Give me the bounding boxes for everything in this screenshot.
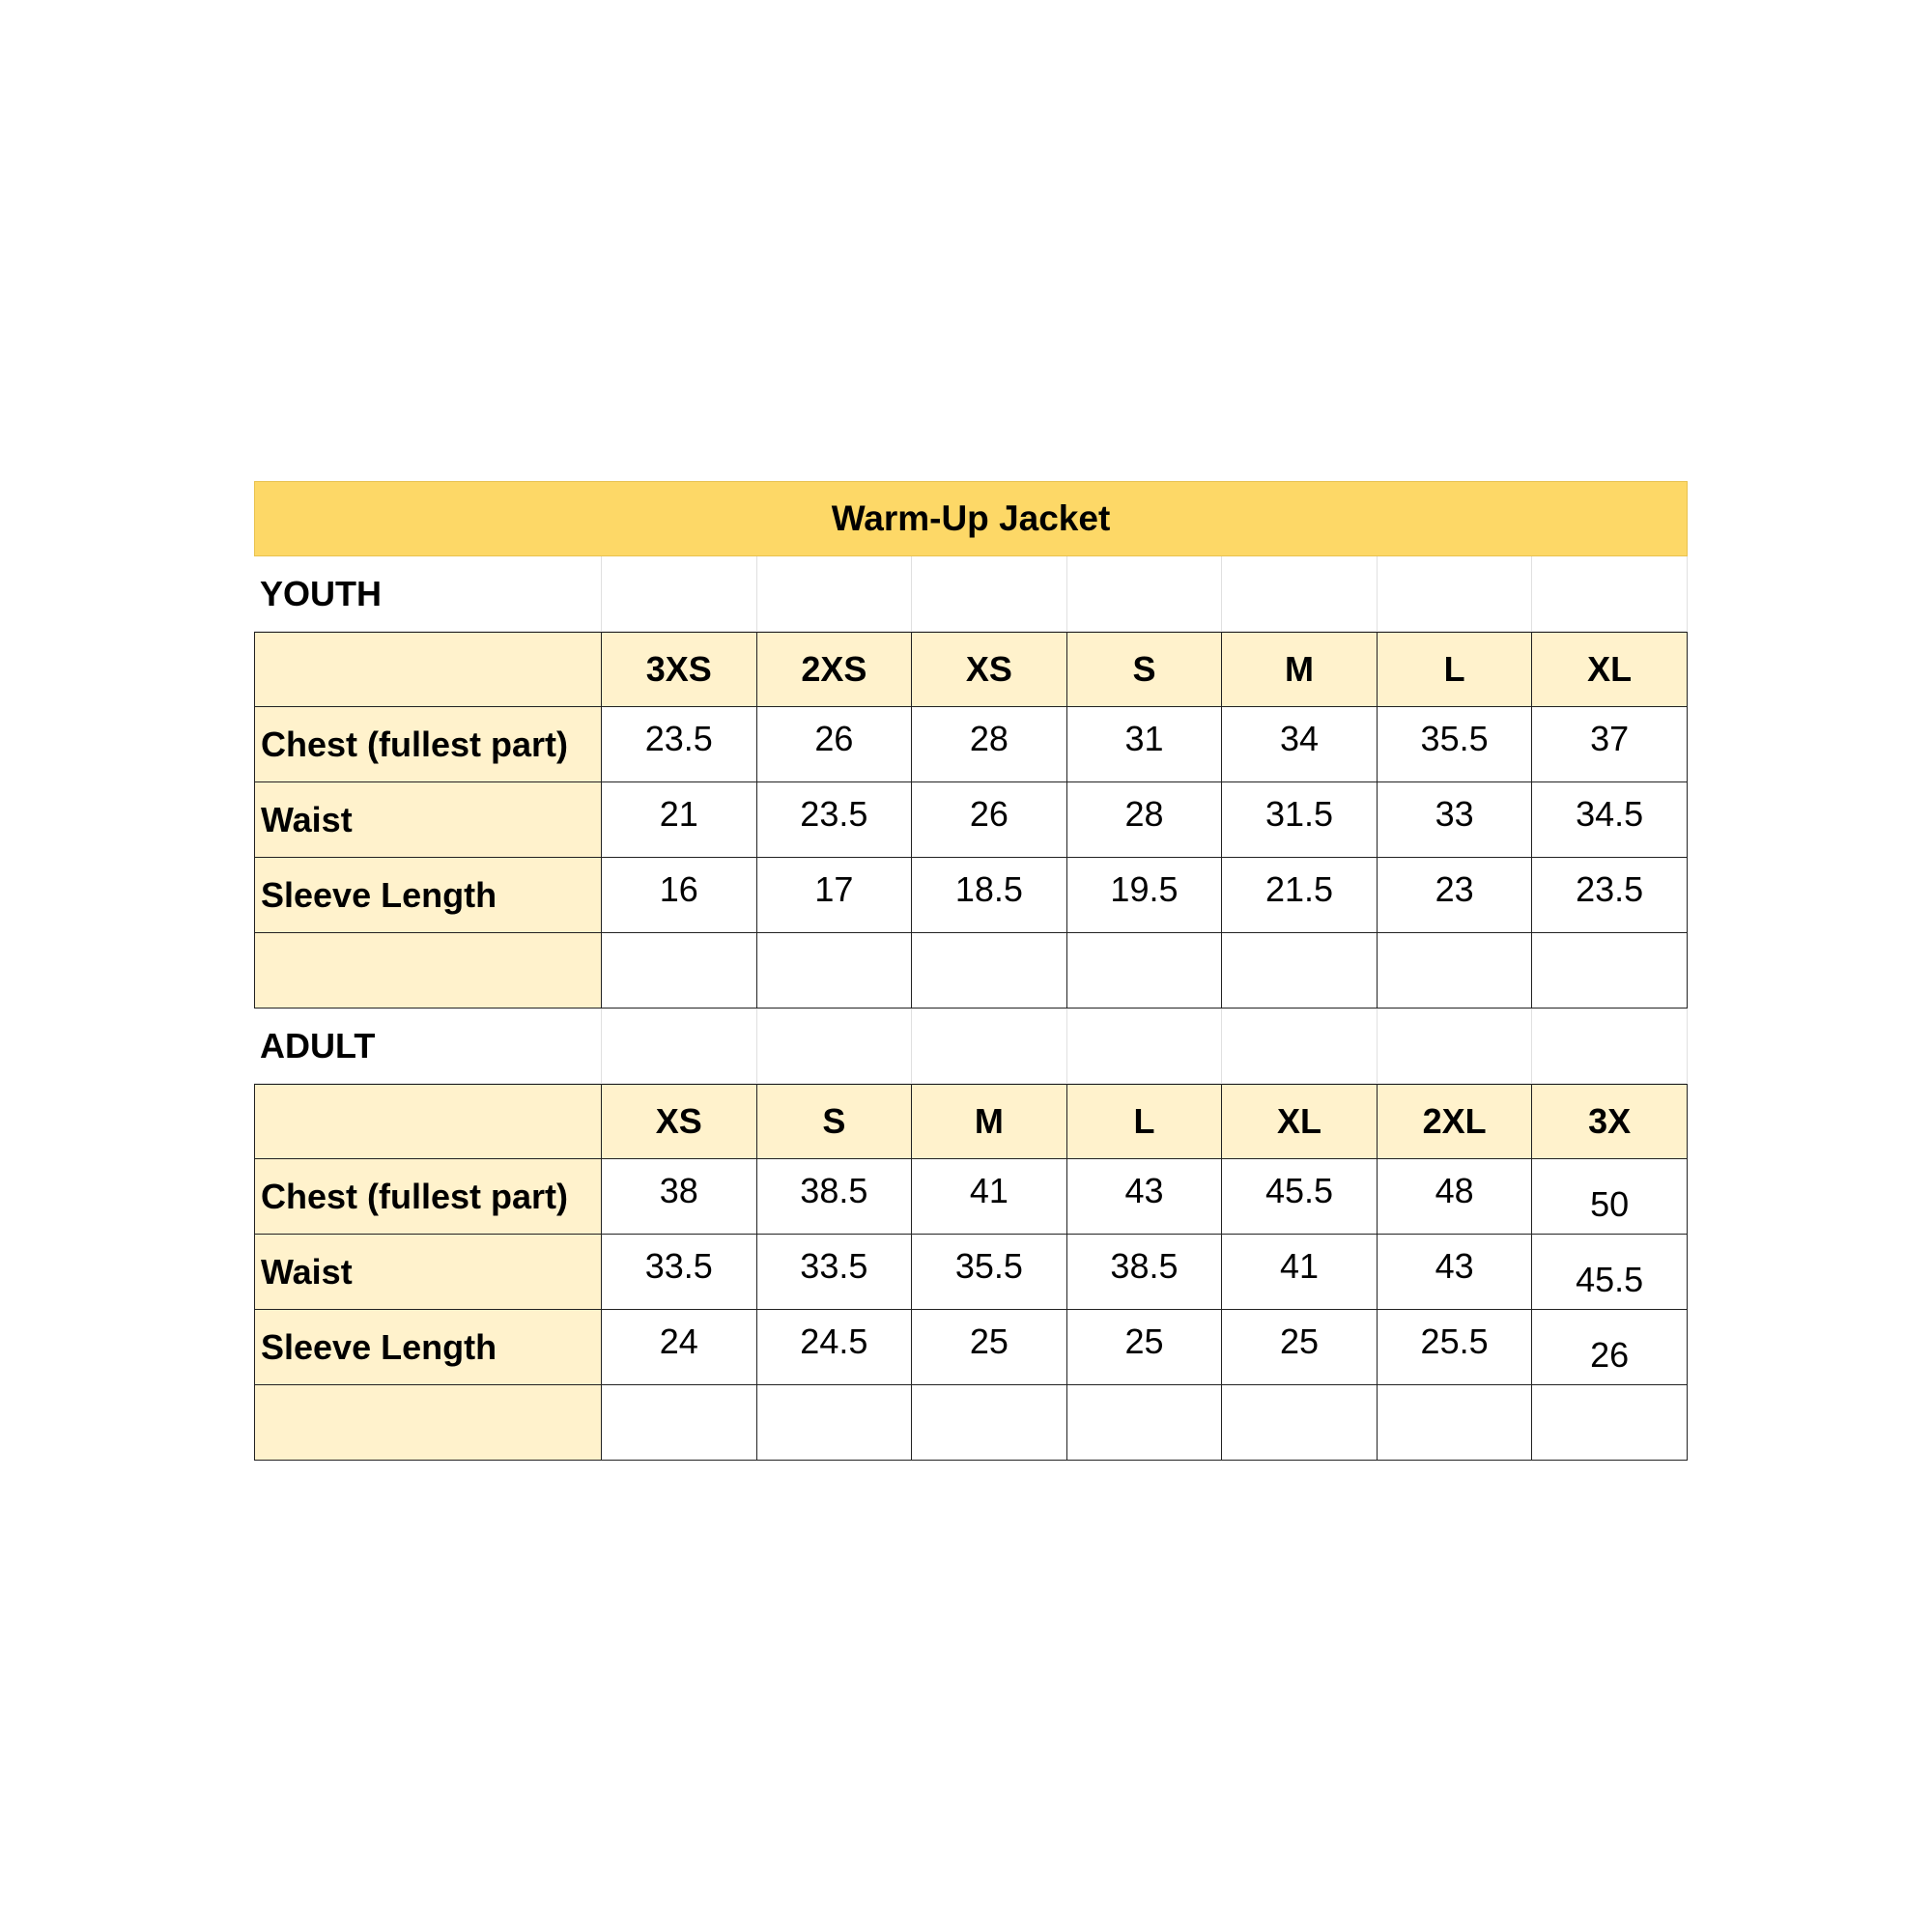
adult-section-label: ADULT xyxy=(254,1009,602,1084)
measurement-cell: 38.5 xyxy=(757,1159,913,1235)
youth-waist-row xyxy=(254,782,1688,858)
size-chart xyxy=(254,481,1688,1461)
measurement-cell: 48 xyxy=(1378,1159,1533,1235)
youth-chest-row xyxy=(254,707,1688,782)
empty-cell xyxy=(1532,933,1688,1009)
empty-cell xyxy=(757,1385,913,1461)
empty-cell xyxy=(1067,933,1223,1009)
adult-chest-row xyxy=(254,1159,1688,1235)
measurement-cell: 25 xyxy=(1222,1310,1378,1385)
youth-empty-row xyxy=(254,933,1688,1009)
header-corner-cell xyxy=(254,1084,602,1159)
youth-table xyxy=(254,632,1688,1009)
measurement-cell: 23.5 xyxy=(1532,858,1688,933)
measurement-cell: 26 xyxy=(1532,1310,1688,1385)
empty-cell xyxy=(1222,556,1378,632)
measurement-cell: 24 xyxy=(602,1310,757,1385)
youth-size-header: M xyxy=(1222,632,1378,707)
youth-size-header: 2XS xyxy=(757,632,913,707)
measurement-cell: 25 xyxy=(912,1310,1067,1385)
measurement-cell: 34 xyxy=(1222,707,1378,782)
youth-size-header-row xyxy=(254,632,1688,707)
youth-section-label: YOUTH xyxy=(254,556,602,632)
measurement-cell: 25.5 xyxy=(1378,1310,1533,1385)
empty-cell xyxy=(912,933,1067,1009)
empty-cell xyxy=(757,1009,913,1084)
measurement-cell: 26 xyxy=(757,707,913,782)
adult-size-header: XL xyxy=(1222,1084,1378,1159)
empty-label-cell xyxy=(254,933,602,1009)
row-label: Waist xyxy=(254,782,602,858)
empty-cell xyxy=(602,933,757,1009)
measurement-cell: 18.5 xyxy=(912,858,1067,933)
empty-cell xyxy=(1067,1009,1223,1084)
measurement-cell: 45.5 xyxy=(1532,1235,1688,1310)
empty-cell xyxy=(1067,556,1223,632)
empty-cell xyxy=(1222,1385,1378,1461)
youth-size-header: 3XS xyxy=(602,632,757,707)
chart-title: Warm-Up Jacket xyxy=(254,481,1688,556)
measurement-cell: 34.5 xyxy=(1532,782,1688,858)
measurement-cell: 23.5 xyxy=(757,782,913,858)
measurement-cell: 37 xyxy=(1532,707,1688,782)
measurement-cell: 16 xyxy=(602,858,757,933)
title-row xyxy=(254,481,1688,556)
empty-cell xyxy=(602,556,757,632)
youth-size-header: XS xyxy=(912,632,1067,707)
adult-waist-row xyxy=(254,1235,1688,1310)
measurement-cell: 23 xyxy=(1378,858,1533,933)
measurement-cell: 38 xyxy=(602,1159,757,1235)
adult-section-row xyxy=(254,1009,1688,1084)
empty-cell xyxy=(1532,1009,1688,1084)
measurement-cell: 17 xyxy=(757,858,913,933)
youth-size-header: L xyxy=(1378,632,1533,707)
empty-cell xyxy=(912,1009,1067,1084)
row-label: Waist xyxy=(254,1235,602,1310)
empty-cell xyxy=(757,933,913,1009)
adult-size-header-row xyxy=(254,1084,1688,1159)
measurement-cell: 35.5 xyxy=(912,1235,1067,1310)
measurement-cell: 21.5 xyxy=(1222,858,1378,933)
empty-cell xyxy=(602,1385,757,1461)
measurement-cell: 33.5 xyxy=(757,1235,913,1310)
measurement-cell: 31 xyxy=(1067,707,1223,782)
empty-cell xyxy=(1067,1385,1223,1461)
empty-cell xyxy=(1532,556,1688,632)
header-corner-cell xyxy=(254,632,602,707)
adult-size-header: M xyxy=(912,1084,1067,1159)
adult-sleeve-row xyxy=(254,1310,1688,1385)
adult-size-header: XS xyxy=(602,1084,757,1159)
empty-label-cell xyxy=(254,1385,602,1461)
measurement-cell: 41 xyxy=(1222,1235,1378,1310)
row-label: Sleeve Length xyxy=(254,858,602,933)
row-label: Chest (fullest part) xyxy=(254,1159,602,1235)
measurement-cell: 45.5 xyxy=(1222,1159,1378,1235)
adult-size-header: L xyxy=(1067,1084,1223,1159)
measurement-cell: 21 xyxy=(602,782,757,858)
measurement-cell: 24.5 xyxy=(757,1310,913,1385)
empty-cell xyxy=(912,556,1067,632)
empty-cell xyxy=(1378,1385,1533,1461)
adult-table xyxy=(254,1084,1688,1461)
youth-size-header: XL xyxy=(1532,632,1688,707)
measurement-cell: 25 xyxy=(1067,1310,1223,1385)
measurement-cell: 35.5 xyxy=(1378,707,1533,782)
empty-cell xyxy=(1222,933,1378,1009)
empty-cell xyxy=(912,1385,1067,1461)
empty-cell xyxy=(1532,1385,1688,1461)
measurement-cell: 33 xyxy=(1378,782,1533,858)
adult-size-header: 2XL xyxy=(1378,1084,1533,1159)
measurement-cell: 33.5 xyxy=(602,1235,757,1310)
measurement-cell: 31.5 xyxy=(1222,782,1378,858)
empty-cell xyxy=(1222,1009,1378,1084)
adult-size-header: S xyxy=(757,1084,913,1159)
measurement-cell: 50 xyxy=(1532,1159,1688,1235)
empty-cell xyxy=(1378,933,1533,1009)
measurement-cell: 41 xyxy=(912,1159,1067,1235)
measurement-cell: 28 xyxy=(1067,782,1223,858)
youth-sleeve-row xyxy=(254,858,1688,933)
row-label: Sleeve Length xyxy=(254,1310,602,1385)
youth-size-header: S xyxy=(1067,632,1223,707)
empty-cell xyxy=(1378,1009,1533,1084)
measurement-cell: 26 xyxy=(912,782,1067,858)
empty-cell xyxy=(757,556,913,632)
measurement-cell: 43 xyxy=(1067,1159,1223,1235)
adult-size-header: 3X xyxy=(1532,1084,1688,1159)
measurement-cell: 28 xyxy=(912,707,1067,782)
measurement-cell: 19.5 xyxy=(1067,858,1223,933)
measurement-cell: 23.5 xyxy=(602,707,757,782)
empty-cell xyxy=(1378,556,1533,632)
measurement-cell: 43 xyxy=(1378,1235,1533,1310)
measurement-cell: 38.5 xyxy=(1067,1235,1223,1310)
adult-empty-row xyxy=(254,1385,1688,1461)
youth-section-row xyxy=(254,556,1688,632)
empty-cell xyxy=(602,1009,757,1084)
row-label: Chest (fullest part) xyxy=(254,707,602,782)
